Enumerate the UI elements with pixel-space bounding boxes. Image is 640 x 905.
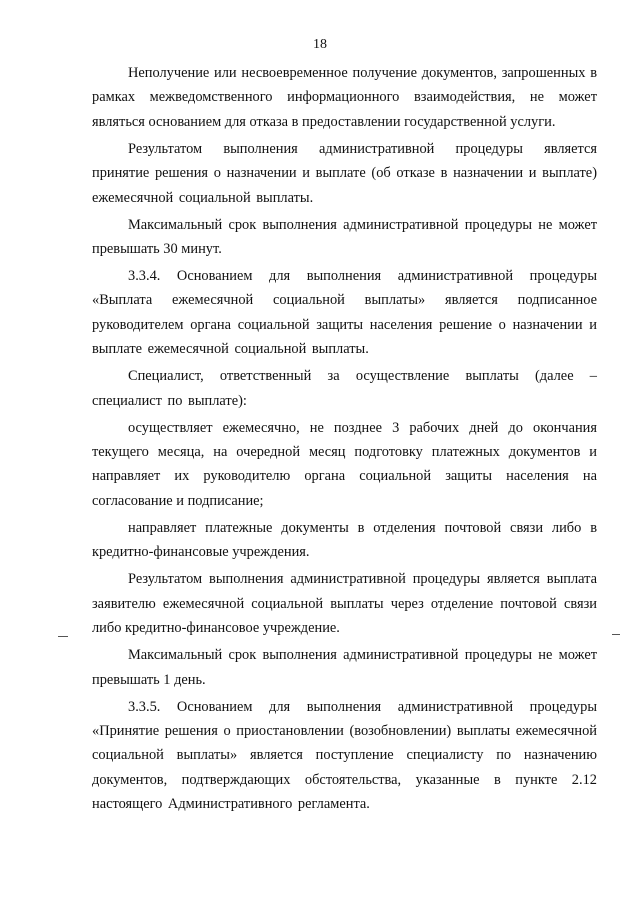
- paragraph-max-duration-1-day: Максимальный срок выполнения административной процедуры не может превышать 1 день.: [92, 647, 597, 688]
- scan-mark-left: [58, 636, 68, 637]
- paragraph-monthly-preparation: осуществляет ежемесячно, не позднее 3 рабочих дней до окончания текущего месяца, на очередной месяц подготовку платежных документов и направляет их руководителю органа социальной защиты населения на согласование и подписание;: [92, 419, 597, 509]
- page-number: 18: [313, 37, 327, 52]
- document-body: [92, 61, 597, 819]
- paragraph-payment-result: Результатом выполнения административной процедуры является выплата заявителю ежемесячной социальной выплаты через отделение почтовой связи либо кредитно-финансовое учреждение.: [92, 571, 597, 637]
- paragraph-section-3-3-5: 3.3.5. Основанием для выполнения административной процедуры «Принятие решения о приостановлении (возобновлении) выплаты ежемесячной социальной выплаты» является поступление специалисту по назначению документов, подтверждающих обстоятельства, указанные в пункте 2.12 настоящего Административного регламента.: [92, 698, 597, 813]
- paragraph-max-duration-30-min: Максимальный срок выполнения административной процедуры не может превышать 30 минут.: [92, 216, 597, 258]
- paragraph-send-documents: направляет платежные документы в отделения почтовой связи либо в кредитно-финансовые учреждения.: [92, 519, 597, 561]
- paragraph-section-3-3-4: 3.3.4. Основанием для выполнения административной процедуры «Выплата ежемесячной социальной выплаты» является подписанное руководителем органа социальной защиты населения решение о назначении и выплате ежемесячной социальной выплаты.: [92, 268, 597, 358]
- scan-mark-right: [612, 634, 620, 635]
- paragraph-interagency-request: Неполучение или несвоевременное получение документов, запрошенных в рамках межведомственного информационного взаимодействия, не может являться основанием для отказа в предоставлении государственной услуги.: [92, 65, 597, 130]
- paragraph-payment-specialist: Специалист, ответственный за осуществление выплаты (далее – специалист по выплате):: [92, 368, 597, 409]
- paragraph-procedure-result: Результатом выполнения административной процедуры является принятие решения о назначении и выплате (об отказе в назначении и выплате) ежемесячной социальной выплаты.: [92, 140, 597, 206]
